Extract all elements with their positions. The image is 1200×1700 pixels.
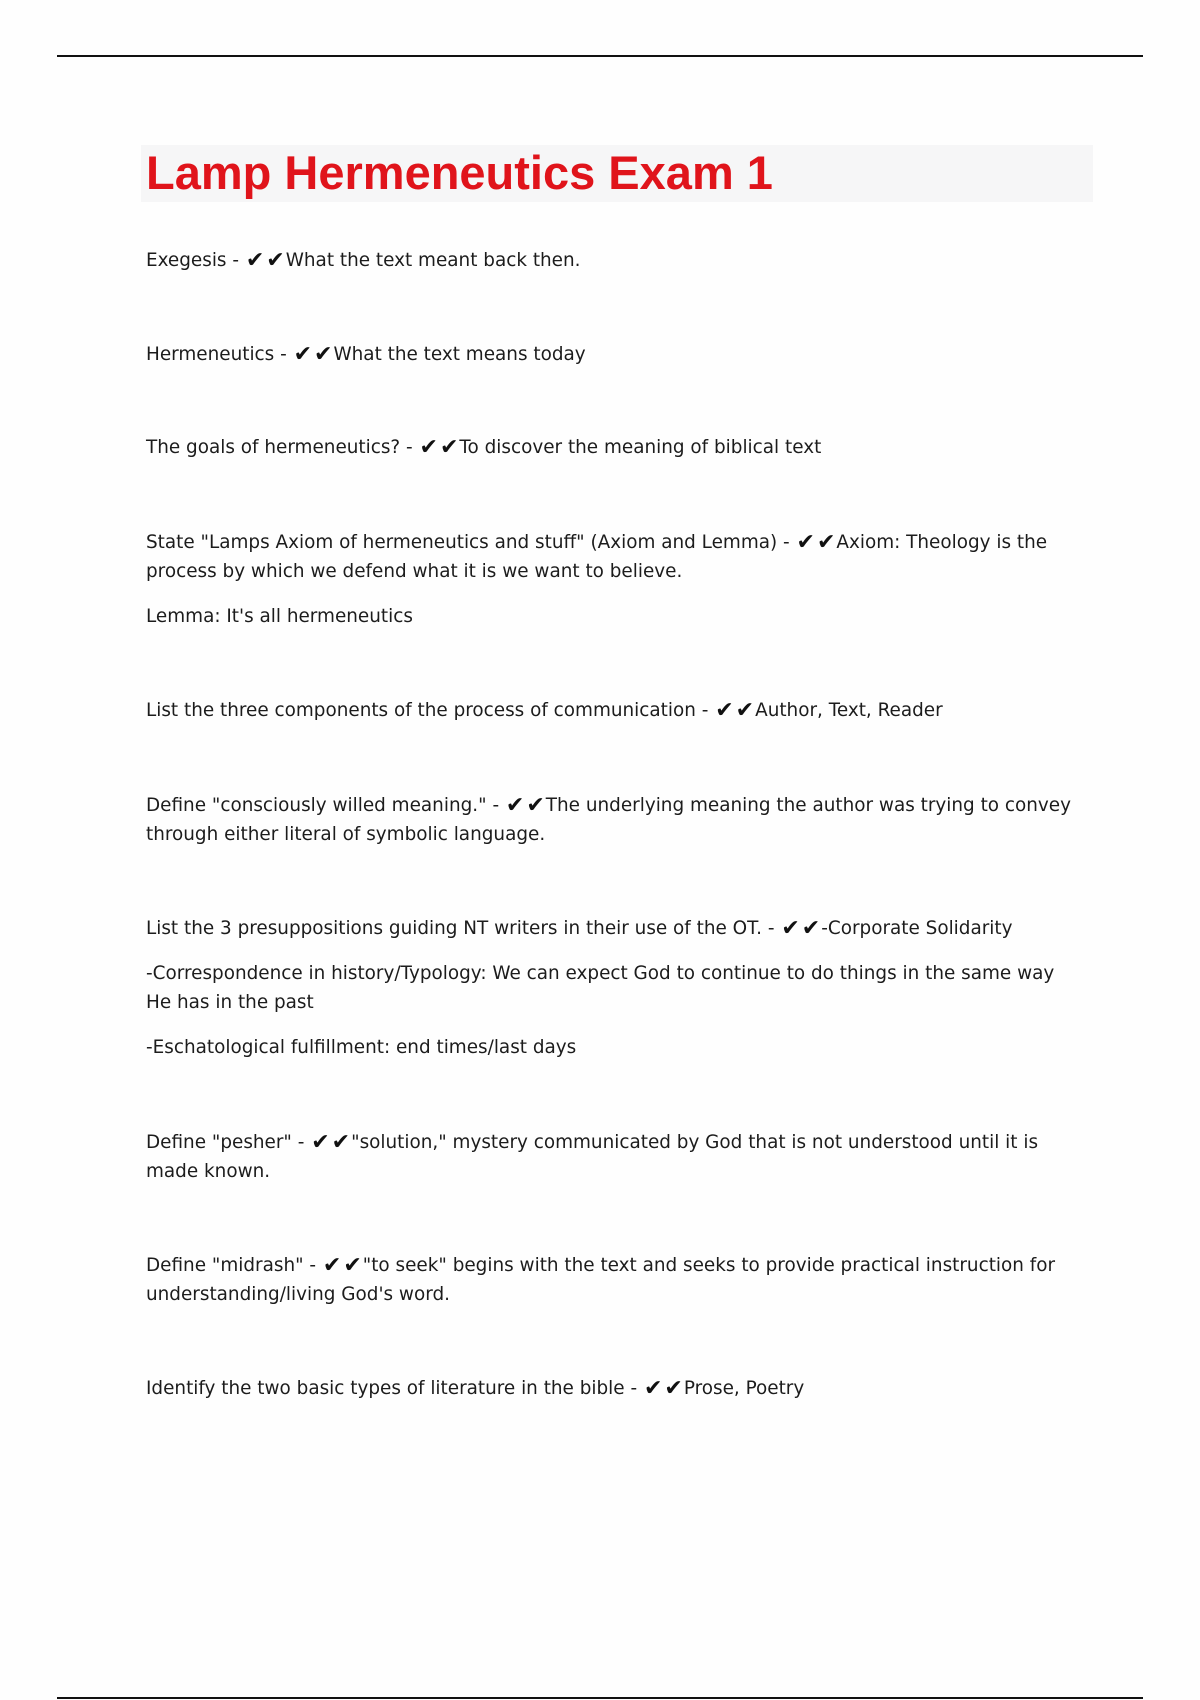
checkmark-icon: ✔ xyxy=(781,916,800,941)
checkmark-icon: ✔ xyxy=(505,793,525,818)
qa-answer: Author, Text, Reader xyxy=(755,700,943,721)
qa-entry xyxy=(146,1128,1076,1186)
bottom-rule xyxy=(57,1697,1143,1699)
qa-extra-line: -Eschatological fulfillment: end times/last days xyxy=(146,1037,577,1058)
checkmark-icon: ✔ xyxy=(343,1253,362,1278)
qa-answer: -Corporate Solidarity xyxy=(821,918,1013,939)
qa-term: Define "consciously willed meaning." xyxy=(146,795,487,816)
qa-entry xyxy=(146,696,1076,725)
qa-answer: What the text meant back then. xyxy=(285,250,581,271)
qa-extra-line: Lemma: It's all hermeneutics xyxy=(146,606,413,627)
qa-entry xyxy=(146,246,1076,275)
qa-answer: What the text means today xyxy=(333,344,586,365)
qa-entry xyxy=(146,914,1076,1062)
qa-entry xyxy=(146,1251,1076,1309)
qa-separator: - xyxy=(291,1132,311,1153)
qa-line xyxy=(146,340,1076,369)
checkmark-icon: ✔ xyxy=(322,1253,342,1278)
checkmark-icon: ✔ xyxy=(419,435,438,460)
qa-line xyxy=(146,1251,1076,1309)
checkmark-icon: ✔ xyxy=(816,530,836,555)
qa-line xyxy=(146,914,1076,943)
qa-line xyxy=(146,791,1076,849)
qa-separator: - xyxy=(695,700,715,721)
qa-entry xyxy=(146,791,1076,849)
qa-line xyxy=(146,528,1076,586)
qa-term: Exegesis xyxy=(146,250,227,271)
qa-line xyxy=(146,246,1076,275)
qa-answer: Axiom: Theology is the process by which we defend what it is we want to believe. xyxy=(146,532,1048,582)
checkmark-icon: ✔ xyxy=(526,793,545,818)
qa-line xyxy=(146,1374,1076,1403)
qa-line xyxy=(146,696,1076,725)
checkmark-icon: ✔ xyxy=(245,248,265,273)
qa-term: The goals of hermeneutics? xyxy=(146,437,401,458)
checkmark-icon: ✔ xyxy=(293,342,313,367)
qa-entry xyxy=(146,433,1076,462)
qa-answer: The underlying meaning the author was trying to convey through either literal of symbolic language. xyxy=(146,795,1071,845)
qa-entry xyxy=(146,528,1076,631)
qa-term: List the three components of the process of communication xyxy=(146,700,696,721)
top-rule xyxy=(57,55,1143,57)
qa-separator: - xyxy=(274,344,293,365)
qa-entry xyxy=(146,1374,1076,1403)
checkmark-icon: ✔ xyxy=(331,1130,351,1155)
checkmark-icon: ✔ xyxy=(715,698,734,723)
qa-entry xyxy=(146,340,1076,369)
qa-separator: - xyxy=(624,1378,643,1399)
qa-term: Define "midrash" xyxy=(146,1255,304,1276)
checkmark-icon: ✔ xyxy=(439,435,459,460)
checkmark-icon: ✔ xyxy=(801,916,821,941)
qa-line xyxy=(146,1128,1076,1186)
qa-separator: - xyxy=(486,795,505,816)
checkmark-icon: ✔ xyxy=(735,698,755,723)
qa-separator: - xyxy=(303,1255,322,1276)
checkmark-icon: ✔ xyxy=(796,530,815,555)
qa-term: Identify the two basic types of literature in the bible xyxy=(146,1378,625,1399)
qa-answer: Prose, Poetry xyxy=(683,1378,805,1399)
document-title: Lamp Hermeneutics Exam 1 xyxy=(146,146,773,199)
qa-line xyxy=(146,433,1076,462)
qa-term: Hermeneutics xyxy=(146,344,275,365)
qa-term: State "Lamps Axiom of hermeneutics and stuff" (Axiom and Lemma) xyxy=(146,532,778,553)
qa-answer: "to seek" begins with the text and seeks to provide practical instruction for understanding/living God's word. xyxy=(146,1255,1056,1305)
qa-extra-line: -Correspondence in history/Typology: We can expect God to continue to do things in the same way He has in the past xyxy=(146,963,1055,1013)
qa-separator: - xyxy=(762,918,781,939)
qa-answer: "solution," mystery communicated by God that is not understood until it is made known. xyxy=(146,1132,1039,1182)
qa-separator: - xyxy=(400,437,419,458)
checkmark-icon: ✔ xyxy=(311,1130,330,1155)
checkmark-icon: ✔ xyxy=(314,342,333,367)
checkmark-icon: ✔ xyxy=(266,248,285,273)
qa-term: List the 3 presuppositions guiding NT writers in their use of the OT. xyxy=(146,918,763,939)
qa-separator: - xyxy=(226,250,245,271)
checkmark-icon: ✔ xyxy=(664,1376,683,1401)
qa-separator: - xyxy=(777,532,796,553)
checkmark-icon: ✔ xyxy=(643,1376,663,1401)
qa-term: Define "pesher" xyxy=(146,1132,292,1153)
qa-answer: To discover the meaning of biblical text xyxy=(459,437,822,458)
